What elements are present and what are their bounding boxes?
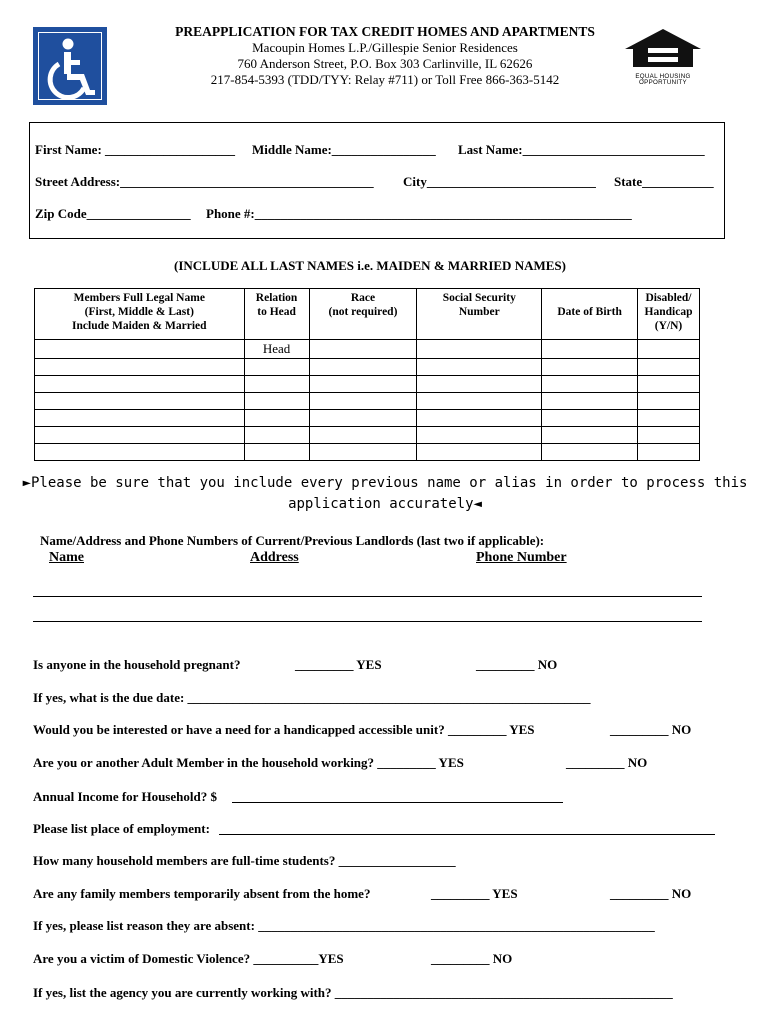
domestic-violence-question[interactable]: Are you a victim of Domestic Violence? __________YES — [33, 951, 344, 966]
phone-field[interactable]: Phone #:__________________________________________________________ — [206, 206, 632, 221]
table-row[interactable] — [35, 444, 700, 461]
pregnant-yes-field[interactable]: _________ YES — [295, 657, 382, 672]
col-header-race: Race (not required) — [309, 289, 417, 340]
agency-field[interactable]: If yes, list the agency you are currently working with? ____________________________________________________ — [33, 985, 673, 1000]
equal-housing-text-1: EQUAL HOUSING — [635, 73, 691, 80]
last-name-field[interactable]: Last Name:____________________________ — [458, 142, 705, 157]
members-note: (INCLUDE ALL LAST NAMES i.e. MAIDEN & MARRIED NAMES) — [174, 258, 566, 273]
table-row[interactable] — [35, 359, 700, 376]
zip-code-field[interactable]: Zip Code________________ — [35, 206, 191, 221]
first-name-field[interactable]: First Name: ____________________ — [35, 142, 236, 157]
domestic-violence-no-field[interactable]: _________ NO — [431, 951, 513, 966]
equal-housing-icon — [621, 27, 705, 69]
income-question: Annual Income for Household? $ — [33, 789, 217, 804]
table-row[interactable] — [35, 410, 700, 427]
col-header-ssn: Social Security Number — [417, 289, 542, 340]
pregnant-question: Is anyone in the household pregnant? — [33, 657, 241, 672]
absent-no-field[interactable]: _________ NO — [610, 886, 692, 901]
household-members-table — [34, 288, 700, 461]
equal-housing-logo — [621, 27, 705, 85]
working-question[interactable]: Are you or another Adult Member in the household working? _________ YES — [33, 755, 464, 770]
col-header-disabled: Disabled/ Handicap (Y/N) — [638, 289, 700, 340]
header-line-3: 217-854-5393 (TDD/TYY: Relay #711) or Toll Free 866-363-5142 — [210, 72, 560, 87]
students-field[interactable]: How many household members are full-time students? __________________ — [33, 853, 456, 868]
table-row[interactable] — [35, 376, 700, 393]
absent-reason-field[interactable]: If yes, please list reason they are absent: _____________________________________________________________ — [33, 918, 655, 933]
col-header-relation: Relation to Head — [244, 289, 309, 340]
employment-question: Please list place of employment: — [33, 821, 210, 836]
due-date-field[interactable]: If yes, what is the due date: ______________________________________________________________ — [33, 690, 591, 705]
landlord-line-1[interactable] — [33, 596, 702, 597]
landlords-col-phone: Phone Number — [476, 550, 567, 565]
table-row[interactable] — [35, 393, 700, 410]
employment-field-line[interactable] — [219, 834, 715, 835]
page-title: PREAPPLICATION FOR TAX CREDIT HOMES AND APARTMENTS — [175, 24, 595, 39]
pregnant-no-field[interactable]: _________ NO — [476, 657, 558, 672]
state-field[interactable]: State___________ — [614, 174, 714, 189]
landlords-col-name: Name — [49, 550, 84, 565]
street-address-field[interactable]: Street Address:_______________________________________ — [35, 174, 374, 189]
header-line-2: 760 Anderson Street, P.O. Box 303 Carlinville, IL 62626 — [237, 56, 533, 71]
table-header-row — [35, 289, 700, 340]
handicap-unit-no-field[interactable]: _________ NO — [610, 722, 692, 737]
city-field[interactable]: City__________________________ — [403, 174, 596, 189]
working-no-field[interactable]: _________ NO — [566, 755, 648, 770]
table-row[interactable] — [35, 340, 700, 359]
income-field-line[interactable] — [232, 802, 563, 803]
relation-head-cell[interactable]: Head — [244, 340, 309, 359]
landlords-col-address: Address — [250, 550, 299, 565]
landlord-line-2[interactable] — [33, 621, 702, 622]
landlords-heading: Name/Address and Phone Numbers of Current/Previous Landlords (last two if applicable): — [40, 533, 545, 548]
middle-name-field[interactable]: Middle Name:________________ — [252, 142, 436, 157]
alias-notice-line-1: ►Please be sure that you include every previous name or alias in order to process this — [22, 475, 748, 491]
absent-yes-field[interactable]: _________ YES — [431, 886, 518, 901]
col-header-dob: Date of Birth — [542, 289, 638, 340]
col-header-name: Members Full Legal Name (First, Middle & Last) Include Maiden & Married — [35, 289, 245, 340]
handicap-unit-question[interactable]: Would you be interested or have a need for a handicapped accessible unit? _________ YES — [33, 722, 535, 737]
alias-notice-line-2: application accurately◄ — [288, 496, 482, 512]
table-row[interactable] — [35, 427, 700, 444]
equal-housing-text-2: OPPORTUNITY — [639, 79, 687, 86]
absent-question: Are any family members temporarily absent from the home? — [33, 886, 371, 901]
header-line-1: Macoupin Homes L.P./Gillespie Senior Residences — [252, 40, 518, 55]
